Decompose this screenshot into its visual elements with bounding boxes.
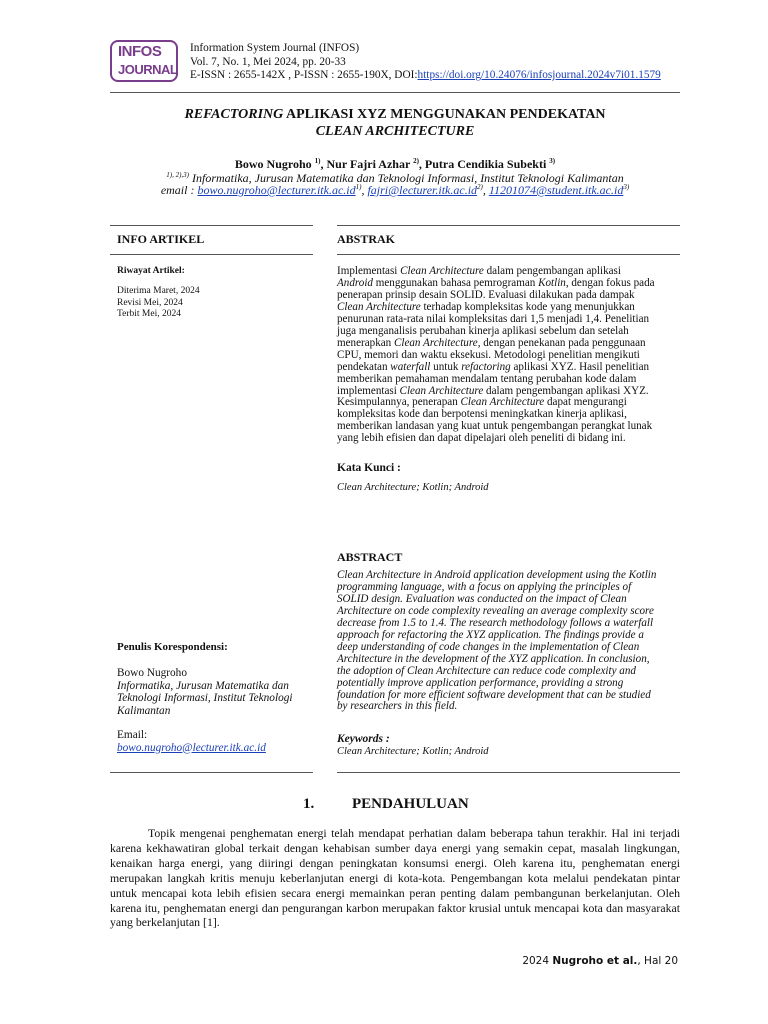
page-footer: 2024 Nugroho et al., Hal 20 [522, 955, 678, 967]
abstract-line: Clean Architecture in Android application development using the Kotlin [337, 569, 657, 581]
correspondence-name: Bowo Nugroho [117, 667, 187, 679]
section-title: PENDAHULUAN [352, 796, 469, 812]
email-link-1[interactable]: bowo.nugroho@lecturer.itk.ac.id [197, 183, 356, 197]
section-paragraph: Topik mengenai penghematan energi telah mendapat perhatian dalam beberapa tahun terakhir. Hal ini terjadi karena kekhawatiran global terkait dengan kehabisan sumber daya energi yang semakin cepat, masalah lingkungan, kenaikan harga energi, yang diiringi dengan peningkatan konsumsi energi. Oleh karena itu, penghematan energi merupakan langkah kritis menuju keberlanjutan energi di kota-kota. Pengembangan kota melalui pendekatan pintar untuk mencapai kota lebih efisien secara energi memainkan peran penting dalam pembangunan berkelanjutan. Oleh karena itu, penghematan energi dan pengurangan karbon merupakan faktor krusial untuk mencapai kota dan masyarakat yang berkelanjutan [1]. [110, 826, 680, 930]
abstract-line: foundation for more efficient software development that can be studied [337, 688, 651, 701]
abstrak-line: CPU, memori dan waktu eksekusi. Metodologi penelitian mengikuti [337, 348, 640, 361]
abstrak-line: Android menggunakan bahasa pemrograman Kotlin, dengan fokus pada [337, 276, 655, 289]
abstrak-line: implementasi Clean Architecture dalam pengembangan aplikasi XYZ. [337, 384, 649, 397]
abstract-heading: ABSTRACT [337, 550, 403, 564]
abstract-line: decrease from 1.5 to 1.4. The research methodology follows a waterfall [337, 616, 654, 629]
kata-kunci-label: Kata Kunci : [337, 462, 401, 474]
abstract-line: SOLID design. Evaluation was conducted on the impact of Clean [337, 592, 627, 605]
author-affiliation: $^{1), 2),3)}$ Informatika, Jurusan Matematika dan Teknologi Informasi, Institut Teknologi Kalimantan [166, 171, 624, 185]
abstrak-heading: ABSTRAK [337, 232, 396, 246]
abstract-line: by researchers in this field. [337, 700, 458, 713]
abstrak-line: penerapan prinsip desain SOLID. Evaluasi dilakukan pada dampak [337, 288, 635, 301]
abstrak-line: Kesimpulannya, penerapan Clean Architecture dapat mengurangi [337, 396, 627, 409]
history-label: Riwayat Artikel: [117, 266, 185, 276]
abstrak-line: menerapkan Clean Architecture, dengan penekanan pada penggunaan [337, 336, 646, 349]
abstrak-body [337, 266, 670, 445]
author-emails: email : $bowo.nugroho@lecturer.itk.ac.id^{1)}$, $fajri@lecturer.itk.ac.id^{2)}$, $11201074@student.itk.ac.id^{3)}$ [160, 183, 630, 197]
email-link-2[interactable]: fajri@lecturer.itk.ac.id [367, 183, 478, 197]
info-heading: INFO ARTIKEL [117, 232, 205, 246]
section-number: 1. [303, 796, 315, 812]
article-history [117, 286, 200, 321]
abstract-line: programming language, with a focus on applying the principles of [337, 580, 632, 593]
abstrak-line: pendekatan waterfall untuk refactoring aplikasi XYZ. Hasil penelitian [337, 360, 650, 373]
kata-kunci: Clean Architecture; Kotlin; Android [337, 482, 489, 493]
abstract-body [337, 570, 670, 713]
keywords: Clean Architecture; Kotlin; Android [337, 746, 489, 757]
abstract-line: the adoption of Clean Architecture can reduce code complexity and [337, 664, 636, 677]
abstrak-line: memberikan landasan yang kuat untuk pengembangan perangkat lunak [337, 420, 653, 433]
journal-issn: E-ISSN : 2655-142X , P-ISSN : 2655-190X, DOI:https://doi.org/10.24076/infosjournal.2024v7i01.1579 [190, 69, 661, 81]
abstract-line: potentially improve application performance, providing a strong [337, 676, 624, 689]
info-end-rule [110, 772, 313, 773]
abstract-line: approach for refactoring the XYZ application. The findings provide a [337, 628, 644, 641]
doi-link[interactable]: https://doi.org/10.24076/infosjournal.2024v7i01.1579 [417, 69, 661, 81]
journal-header [190, 42, 661, 83]
title-italic: REFACTORING [184, 107, 284, 122]
author-list: Bowo Nugroho $^{1)}$, Nur Fajri Azhar $^{2)}$, Putra Cendikia Subekti $^{3)}$ [234, 157, 556, 171]
correspondence-heading: Penulis Korespondensi: [117, 641, 228, 653]
logo-text-bottom: JOURNAL [118, 62, 178, 77]
journal-logo [110, 40, 178, 82]
abstract-line: Architecture on code complexity revealing an average complexity score [337, 604, 654, 617]
abstrak-line: yang lebih efisien dan dapat dipelajari oleh peneliti di bidang ini. [337, 432, 626, 445]
abstrak-line: juga menganalisis perubahan kinerja aplikasi sebelum dan setelah [337, 324, 629, 337]
abstrak-bottom-rule [337, 254, 680, 255]
revised-date: Revisi Mei, 2024 [117, 297, 183, 308]
abstrak-line: Clean Architecture terhadap kompleksitas kode yang menunjukkan [337, 300, 635, 313]
abstrak-line: kompleksitas kode dan berpotensi meningkatkan kinerja aplikasi, [337, 408, 627, 421]
logo-text-top: INFOS [118, 43, 162, 60]
correspondence-affiliation: Informatika, Jurusan Matematika dan Teknologi Informasi, Institut Teknologi Kalimantan [117, 679, 293, 717]
abstract-line: deep understanding of code changes in the implementation of Clean [337, 640, 640, 653]
received-date: Diterima Maret, 2024 [117, 286, 200, 296]
paper-title: REFACTORING APLIKASI XYZ MENGGUNAKAN PENDEKATAN CLEAN ARCHITECTURE [184, 107, 606, 139]
keywords-label: Keywords : [337, 733, 390, 745]
published-date: Terbit Mei, 2024 [117, 309, 181, 319]
abstrak-line: Implementasi Clean Architecture dalam pengembangan aplikasi [337, 265, 621, 277]
correspondence-block [117, 667, 307, 717]
title-line2: CLEAN ARCHITECTURE [315, 124, 475, 139]
info-bottom-rule [110, 254, 313, 255]
email-link-3[interactable]: 11201074@student.itk.ac.id [488, 183, 624, 197]
correspondence-email-link[interactable]: bowo.nugroho@lecturer.itk.ac.id [117, 741, 266, 754]
abstract-end-rule [337, 772, 680, 773]
correspondence-email-label: Email: [117, 729, 148, 741]
abstrak-line: memberikan pemahaman mendalam tentang perubahan kode dalam [337, 372, 637, 385]
abstrak-top-rule [337, 225, 680, 226]
journal-volume: Vol. 7, No. 1, Mei 2024, pp. 20-33 [190, 55, 346, 68]
abstrak-line: penurunan rata-rata nilai kompleksitas dari 1,5 menjadi 1,4. Penelitian [337, 312, 650, 325]
journal-name: Information System Journal (INFOS) [190, 42, 360, 54]
abstract-line: Architecture in the development of the XYZ application. In conclusion, [337, 652, 650, 665]
header-divider [110, 92, 680, 93]
info-top-rule [110, 225, 313, 226]
correspondence-email-block [117, 729, 266, 754]
